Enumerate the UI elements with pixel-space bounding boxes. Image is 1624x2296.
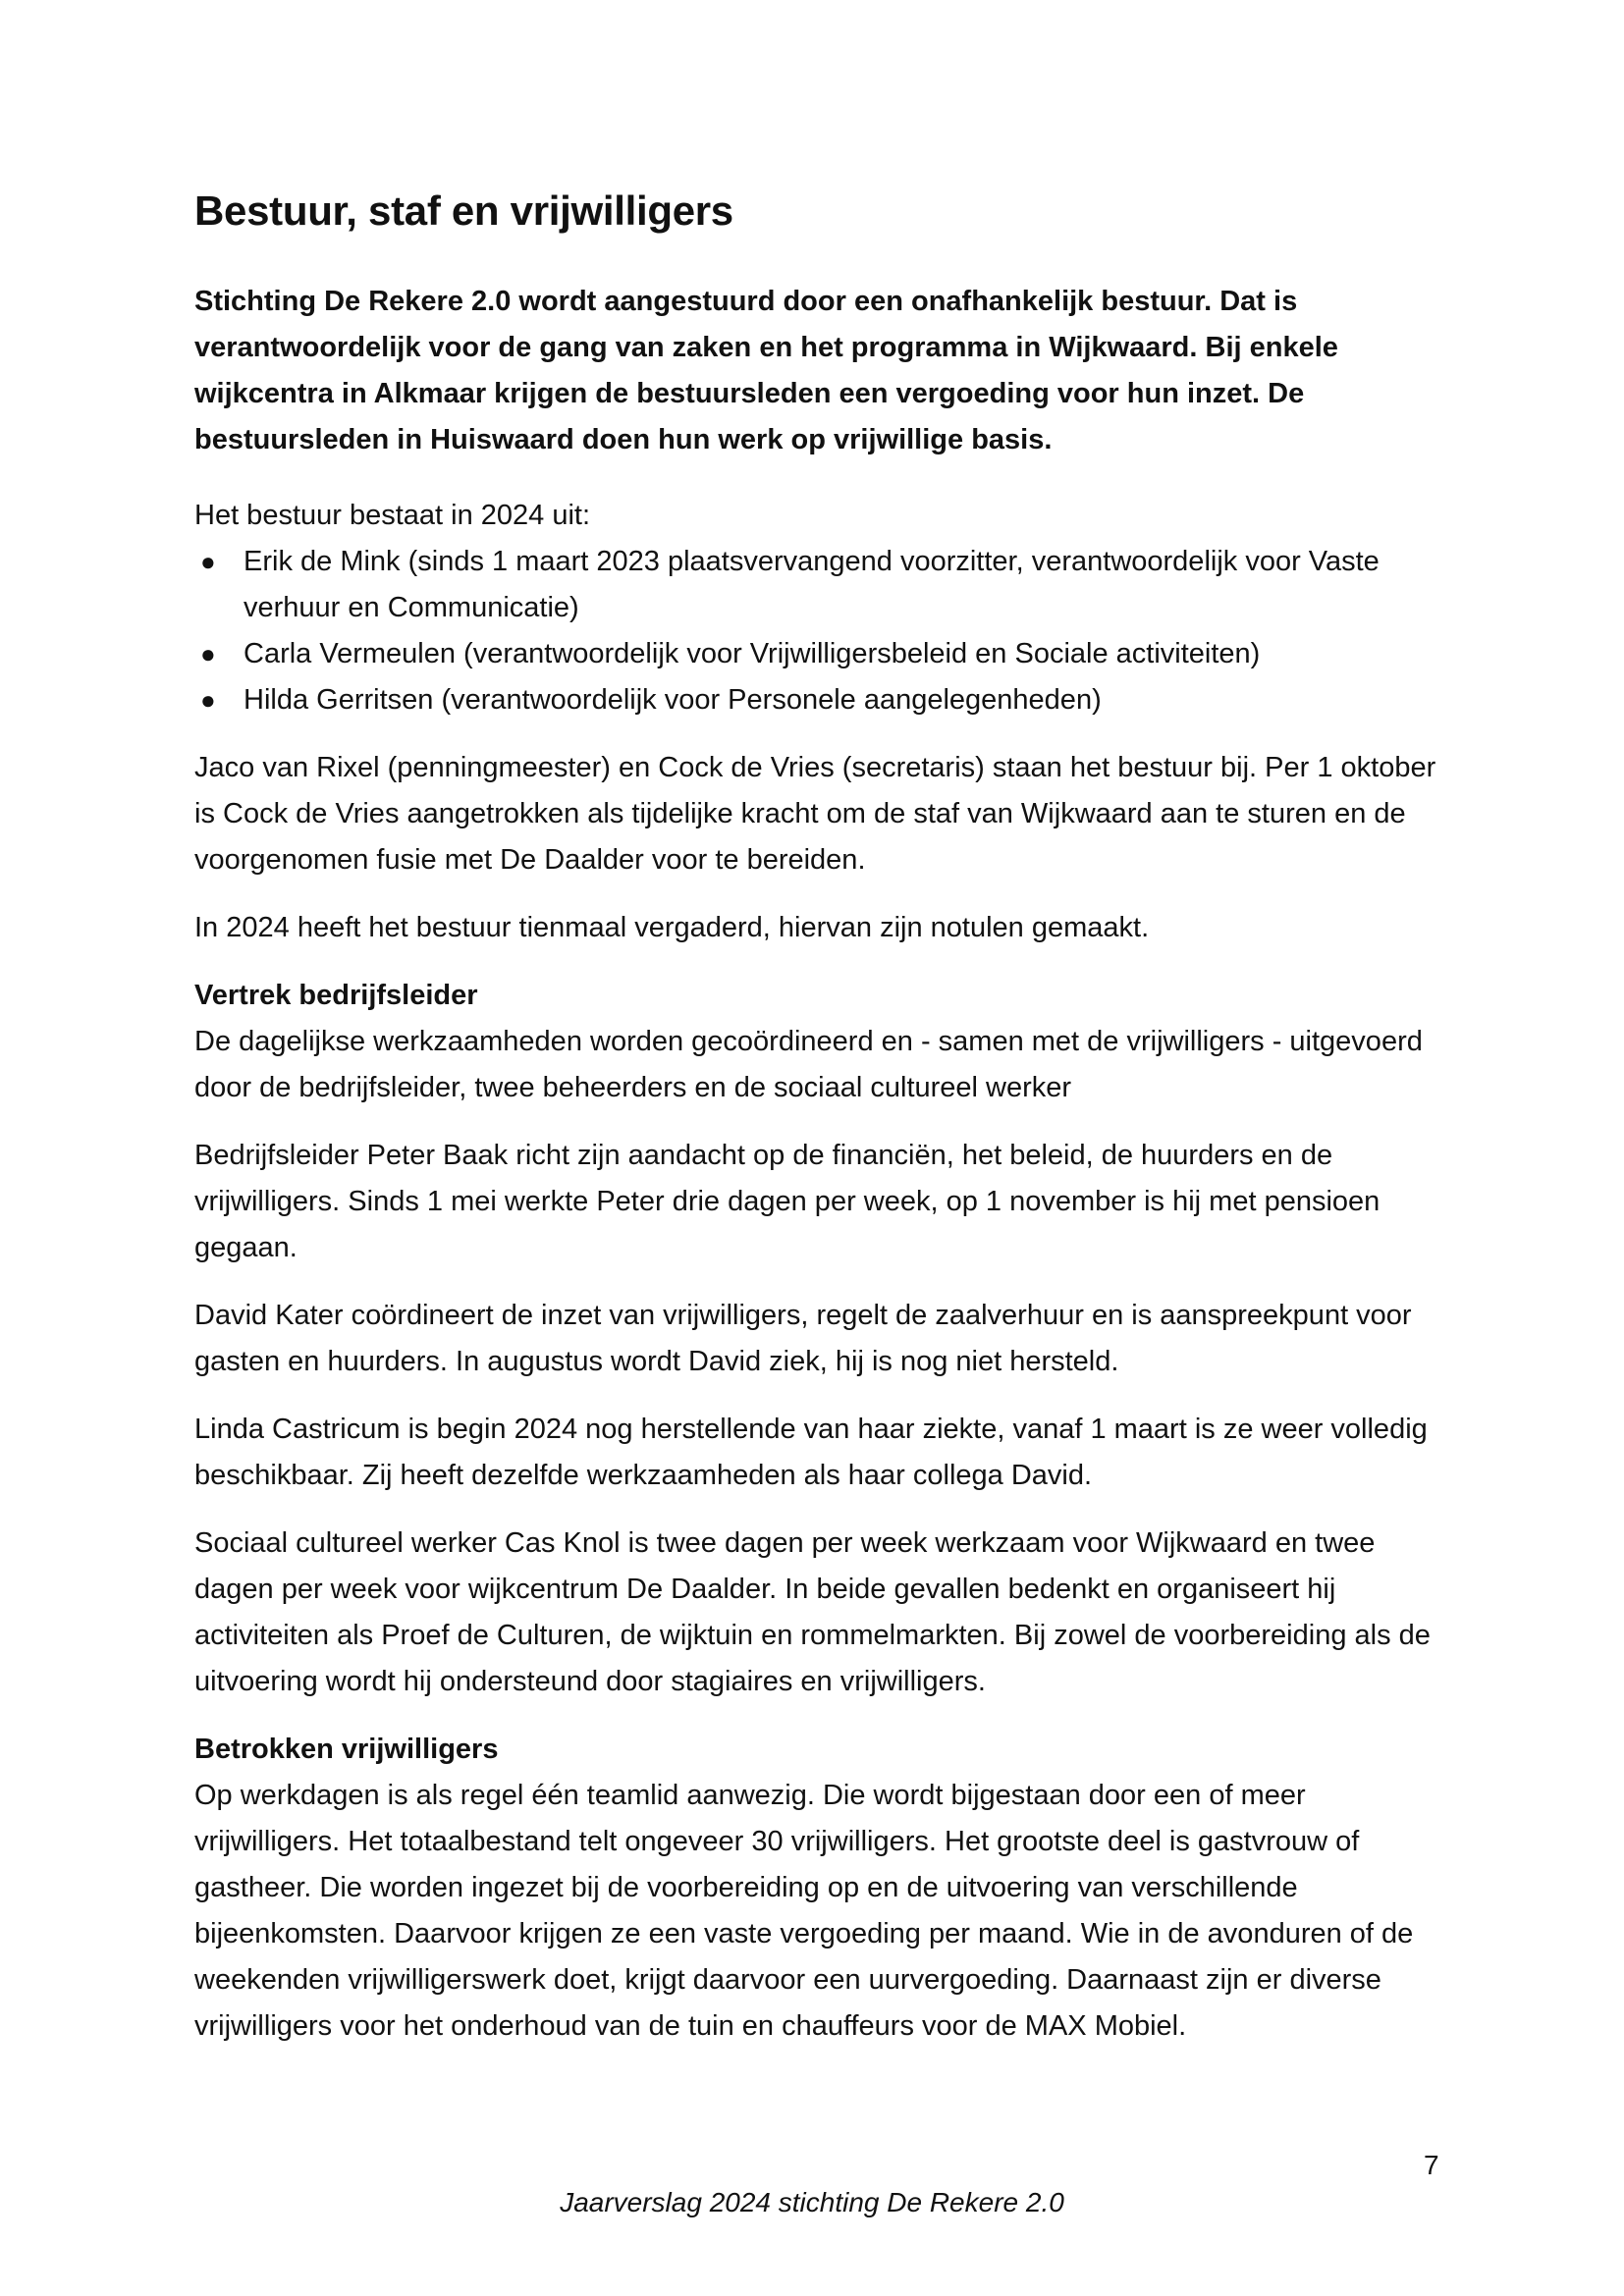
bullet-icon: ●: [200, 547, 216, 577]
page-title: Bestuur, staf en vrijwilligers: [194, 187, 733, 234]
page-body: [194, 187, 1441, 2071]
page-number: 7: [1424, 2150, 1439, 2180]
meetings-paragraph: In 2024 heeft het bestuur tienmaal vergaderd, hiervan zijn notulen gemaakt.: [194, 912, 1150, 944]
departure-paragraph: David Kater coördineert de inzet van vrijwilligers, regelt de zaalverhuur en is aanspreekpunt voor gasten en huurders. In augustus wordt David ziek, hij is nog niet hersteld.: [194, 1300, 1412, 1378]
departure-paragraph: Bedrijfsleider Peter Baak richt zijn aandacht op de financiën, het beleid, de huurders en de vrijwilligers. Sinds 1 mei werkte Peter drie dagen per week, op 1 november is hij met pensioen gegaan.: [194, 1140, 1380, 1264]
page-footer: Jaarverslag 2024 stichting De Rekere 2.0: [560, 2187, 1064, 2217]
board-members-list: [194, 539, 1441, 723]
section-heading-volunteers: Betrokken vrijwilligers: [194, 1734, 499, 1766]
list-item: [194, 539, 1441, 631]
list-item: [194, 631, 1441, 677]
board-member-text: Carla Vermeulen (verantwoordelijk voor Vrijwilligersbeleid en Sociale activiteiten): [244, 638, 1261, 670]
departure-paragraph: Linda Castricum is begin 2024 nog herstellende van haar ziekte, vanaf 1 maart is ze weer volledig beschikbaar. Zij heeft dezelfde werkzaamheden als haar collega David.: [194, 1414, 1428, 1492]
intro-paragraph: Stichting De Rekere 2.0 wordt aangestuurd door een onafhankelijk bestuur. Dat is verantwoordelijk voor de gang van zaken en het programma in Wijkwaard. Bij enkele wijkcentra in Alkmaar krijgen de bestuursleden een vergoeding voor hun inzet. De bestuursleden in Huiswaard doen hun werk op vrijwillige basis.: [194, 286, 1338, 456]
departure-paragraph: Sociaal cultureel werker Cas Knol is twee dagen per week werkzaam voor Wijkwaard en twee dagen per week voor wijkcentrum De Daalder. In beide gevallen bedenkt en organiseert hij activiteiten als Proef de Culturen, de wijktuin en rommelmarkten. Bij zowel de voorbereiding als de uitvoering wordt hij ondersteund door stagiaires en vrijwilligers.: [194, 1527, 1431, 1698]
bullet-icon: ●: [200, 685, 216, 716]
volunteers-paragraph: Op werkdagen is als regel één teamlid aanwezig. Die wordt bijgestaan door een of meer vrijwilligers. Het totaalbestand telt ongeveer 30 vrijwilligers. Het grootste deel is gastvrouw of gastheer. Die worden ingezet bij de voorbereiding op en de uitvoering van verschillende bijeenkomsten. Daarvoor krijgen ze een vaste vergoeding per maand. Wie in de avonduren of de weekenden vrijwilligerswerk doet, krijgt daarvoor een uurvergoeding. Daarnaast zijn er diverse vrijwilligers voor het onderhoud van de tuin en chauffeurs voor de MAX Mobiel.: [194, 1780, 1414, 2043]
departure-paragraph: De dagelijkse werkzaamheden worden gecoördineerd en - samen met de vrijwilligers - uitgevoerd door de bedrijfsleider, twee beheerders en de sociaal cultureel werker: [194, 1026, 1423, 1104]
section-heading-departure: Vertrek bedrijfsleider: [194, 980, 478, 1012]
board-member-text: Hilda Gerritsen (verantwoordelijk voor Personele aangelegenheden): [244, 684, 1102, 717]
list-item: [194, 677, 1441, 723]
bullet-icon: ●: [200, 639, 216, 669]
board-member-text: Erik de Mink (sinds 1 maart 2023 plaatsvervangend voorzitter, verantwoordelijk voor Vaste verhuur en Communicatie): [244, 546, 1380, 624]
board-lead-in: Het bestuur bestaat in 2024 uit:: [194, 500, 591, 532]
board-support-paragraph: Jaco van Rixel (penningmeester) en Cock de Vries (secretaris) staan het bestuur bij. Per 1 oktober is Cock de Vries aangetrokken als tijdelijke kracht om de staf van Wijkwaard aan te sturen en de voorgenomen fusie met De Daalder voor te bereiden.: [194, 752, 1436, 877]
